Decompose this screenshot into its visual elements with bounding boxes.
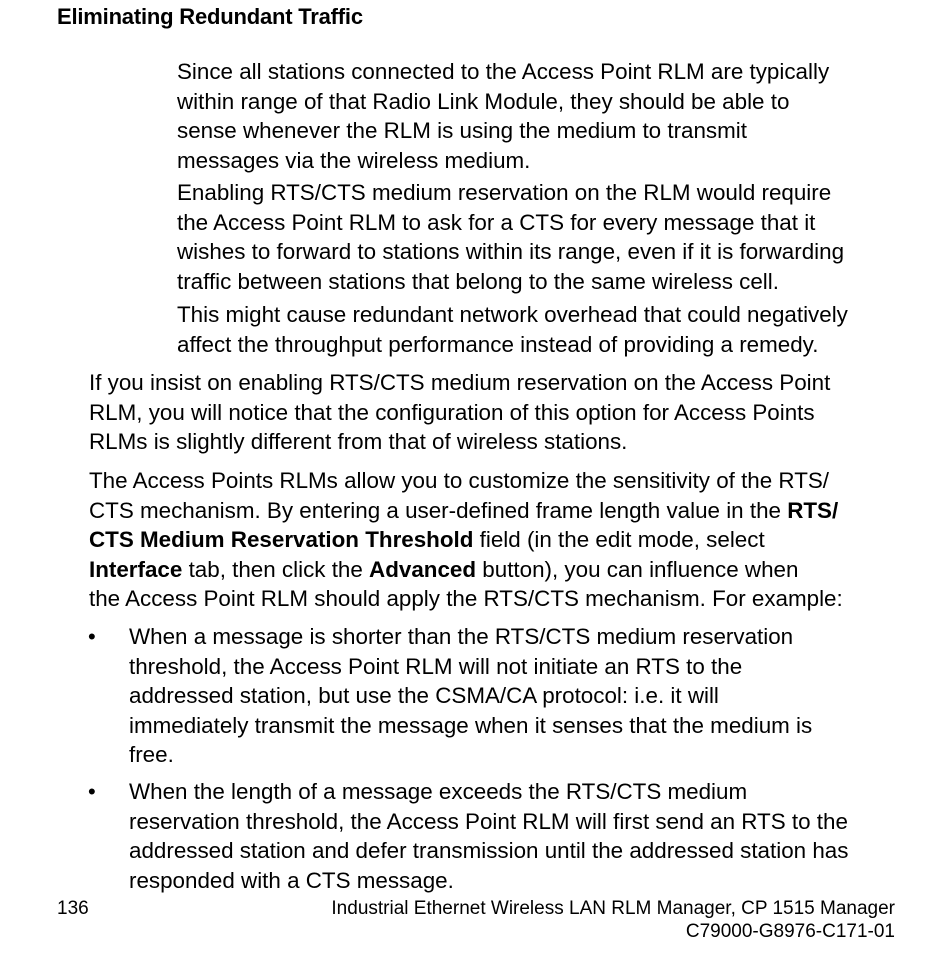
text-line: the Access Point RLM should apply the RTS/CTS mechanism. For example: xyxy=(89,586,843,612)
text-line: When a message is shorter than the RTS/CTS medium reservation xyxy=(129,624,794,649)
page-number: 136 xyxy=(57,898,89,919)
text-line: traffic between stations that belong to the same wireless cell. xyxy=(177,268,779,294)
bullet-item-1 xyxy=(129,622,909,770)
text-line: addressed station, but use the CSMA/CA protocol: i.e. it will xyxy=(129,683,719,709)
text-line: the Access Point RLM to ask for a CTS for every message that it xyxy=(177,209,816,235)
indented-paragraph-1 xyxy=(177,57,907,175)
text-line: Enabling RTS/CTS medium reservation on the RLM would require xyxy=(177,180,832,205)
text-line: If you insist on enabling RTS/CTS medium reservation on the Access Point xyxy=(89,370,831,395)
text-segment: field (in the edit mode, select xyxy=(473,527,765,553)
text-line: sense whenever the RLM is using the medium to transmit xyxy=(177,118,747,144)
bullet-icon: • xyxy=(88,624,96,649)
button-name-bold: Advanced xyxy=(369,556,477,582)
tab-name-bold: Interface xyxy=(89,556,183,582)
text-line: responded with a CTS message. xyxy=(129,867,454,893)
bullet-icon: • xyxy=(88,779,96,804)
text-line: messages via the wireless medium. xyxy=(177,147,531,173)
text-line: affect the throughput performance instead of providing a remedy. xyxy=(177,331,819,357)
text-line: wishes to forward to stations within its range, even if it is forwarding xyxy=(177,239,845,265)
field-name-bold: CTS Medium Reservation Threshold xyxy=(89,527,474,553)
paragraph-insist xyxy=(89,368,909,457)
field-name-bold: RTS/ xyxy=(787,497,839,523)
text-line: threshold, the Access Point RLM will not initiate an RTS to the xyxy=(129,653,743,679)
text-segment: tab, then click the xyxy=(182,556,370,582)
text-line: The Access Points RLMs allow you to customize the sensitivity of the RTS/ xyxy=(89,468,830,493)
text-line: This might cause redundant network overhead that could negatively xyxy=(177,302,848,327)
text-line: free. xyxy=(129,742,174,768)
section-heading: Eliminating Redundant Traffic xyxy=(57,4,363,29)
indented-paragraph-3 xyxy=(177,300,907,359)
text-line: RLMs is slightly different from that of wireless stations. xyxy=(89,429,628,455)
text-line: immediately transmit the message when it senses that the medium is xyxy=(129,712,813,738)
text-segment: CTS mechanism. By entering a user-defined frame length value in the xyxy=(89,497,788,523)
text-line: within range of that Radio Link Module, they should be able to xyxy=(177,88,790,114)
document-code: C79000-G8976-C171-01 xyxy=(685,921,895,942)
footer-title: Industrial Ethernet Wireless LAN RLM Manager, CP 1515 Manager xyxy=(331,898,895,919)
text-line: addressed station and defer transmission until the addressed station has xyxy=(129,838,849,864)
indented-paragraph-2 xyxy=(177,178,907,296)
paragraph-customize xyxy=(89,466,909,614)
text-line: When the length of a message exceeds the RTS/CTS medium xyxy=(129,779,748,804)
text-segment: button), you can influence when xyxy=(476,556,799,582)
text-line: reservation threshold, the Access Point RLM will first send an RTS to the xyxy=(129,808,848,834)
text-line: RLM, you will notice that the configuration of this option for Access Points xyxy=(89,399,815,425)
bullet-item-2 xyxy=(129,777,909,895)
text-line: Since all stations connected to the Access Point RLM are typically xyxy=(177,59,830,84)
